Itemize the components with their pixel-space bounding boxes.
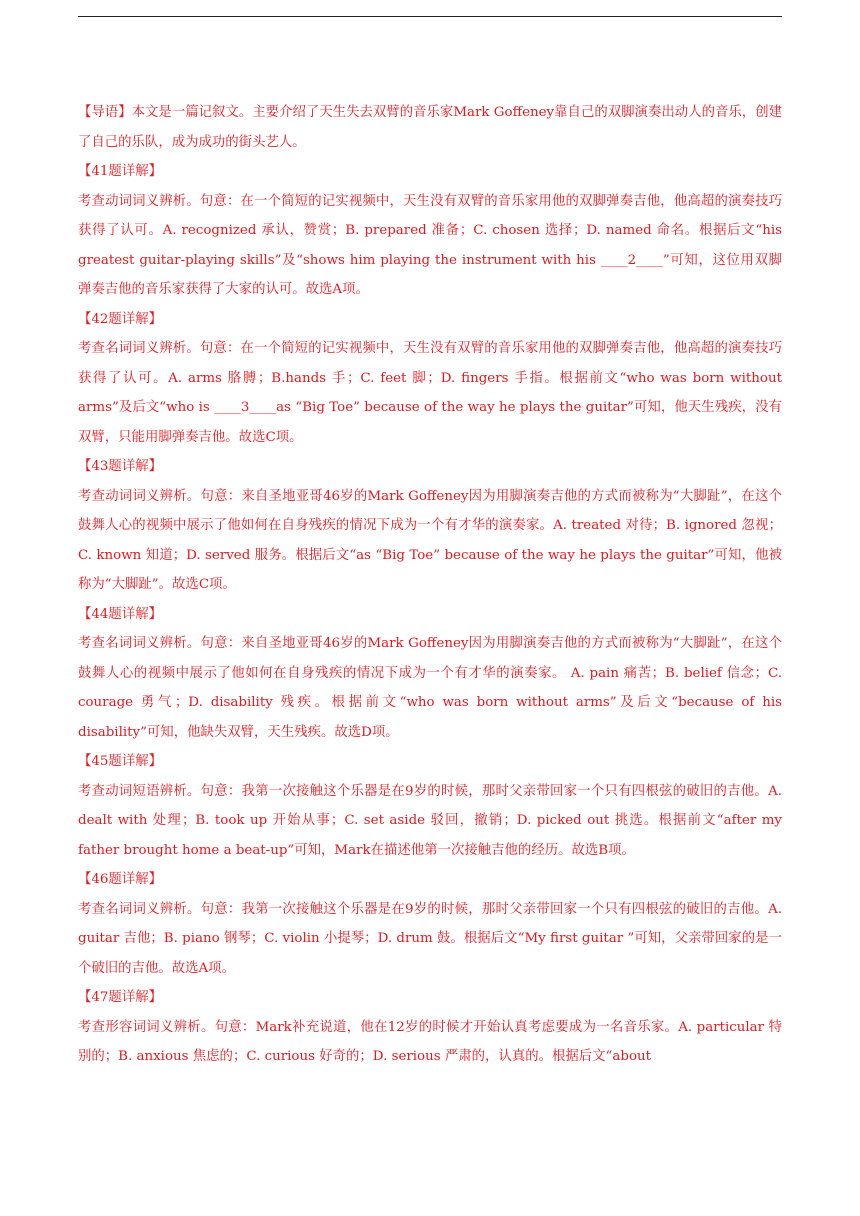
intro-paragraph: 【导语】本文是一篇记叙文。主要介绍了天生失去双臂的音乐家Mark Goffeney靠自己的双脚演奏出动人的音乐，创建了自己的乐队，成为成功的街头艺人。 [78, 105, 782, 150]
section-47-body: 考查形容词词义辨析。句意：Mark补充说道，他在12岁的时候才开始认真考虑要成为一名音乐家。A. particular 特别的；B. anxious 焦虑的；C. curious 好奇的；D. serious 严肃的，认真的。根据后文“about [78, 1019, 782, 1064]
section-45-heading: 【45题详解】 [78, 754, 162, 769]
section-42-body: 考查名词词义辨析。句意：在一个简短的记实视频中，天生没有双臂的音乐家用他的双脚弹奏吉他，他高超的演奏技巧获得了认可。A. arms 胳膊；B.hands 手；C. feet 脚；D. fingers 手指。根据前文“who was born without arms”及后文“who is ____3____as “Big Toe” because of the way he plays the guitar”可知，他天生残疾，没有双臂，只能用脚弹奏吉他。故选C项。 [78, 341, 782, 445]
section-43-body: 考查动词词义辨析。句意：来自圣地亚哥46岁的Mark Goffeney因为用脚演奏吉他的方式而被称为“大脚趾”，在这个鼓舞人心的视频中展示了他如何在自身残疾的情况下成为一个有才华的演奏家。A. treated 对待；B. ignored 忽视；C. known 知道；D. served 服务。根据后文“as “Big Toe” because of the way he plays the guitar”可知，他被称为“大脚趾”。故选C项。 [78, 488, 782, 592]
section-41-heading: 【41题详解】 [78, 164, 162, 179]
document-body [78, 98, 782, 1072]
section-44-body: 考查名词词义辨析。句意：来自圣地亚哥46岁的Mark Goffeney因为用脚演奏吉他的方式而被称为“大脚趾”，在这个鼓舞人心的视频中展示了他如何在自身残疾的情况下成为一个有才华的演奏家。 A. pain 痛苦；B. belief 信念；C. courage 勇气；D. disability 残疾。根据前文“who was born without arms”及后文“because of his disability”可知，他缺失双臂，天生残疾。故选D项。 [78, 636, 782, 740]
section-47-heading: 【47题详解】 [78, 990, 162, 1005]
section-44-heading: 【44题详解】 [78, 606, 162, 622]
section-46-body: 考查名词词义辨析。句意：我第一次接触这个乐器是在9岁的时候，那时父亲带回家一个只有四根弦的破旧的吉他。A. guitar 吉他；B. piano 钢琴；C. violin 小提琴；D. drum 鼓。根据后文“My first guitar ”可知，父亲带回家的是一个破旧的吉他。故选A项。 [78, 901, 782, 976]
section-46-heading: 【46题详解】 [78, 872, 162, 887]
section-43-heading: 【43题详解】 [78, 459, 162, 474]
section-42-heading: 【42题详解】 [78, 311, 162, 327]
header-rule [78, 16, 782, 17]
section-41-body: 考查动词词义辨析。句意：在一个简短的记实视频中，天生没有双臂的音乐家用他的双脚弹奏吉他，他高超的演奏技巧获得了认可。A. recognized 承认，赞赏；B. prepared 准备；C. chosen 选择；D. named 命名。根据后文“his greatest guitar-playing skills”及“shows him playing the instrument with his ____2____”可知，这位用双脚弹奏吉他的音乐家获得了大家的认可。故选A项。 [78, 193, 782, 297]
section-45-body: 考查动词短语辨析。句意：我第一次接触这个乐器是在9岁的时候，那时父亲带回家一个只有四根弦的破旧的吉他。A. dealt with 处理；B. took up 开始从事；C. set aside 驳回，撤销；D. picked out 挑选。根据前文“after my father brought home a beat-up”可知，Mark在描述他第一次接触吉他的经历。故选B项。 [78, 783, 782, 858]
